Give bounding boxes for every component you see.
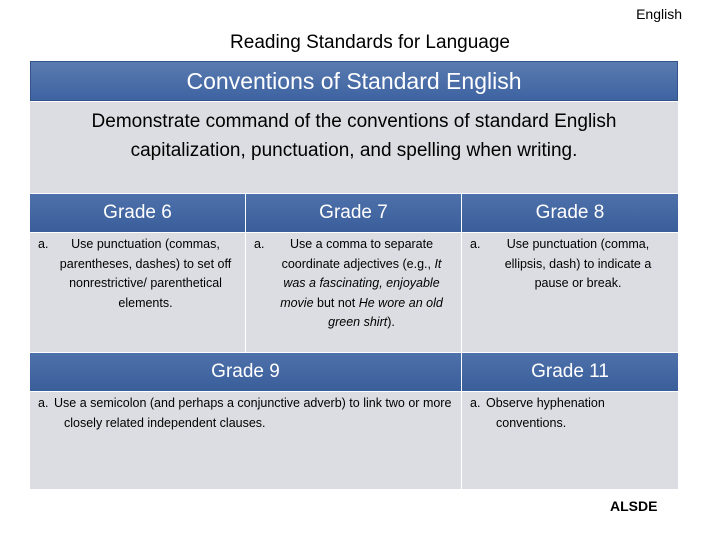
grade-11-text: Observe hyphenation conventions. — [486, 396, 605, 430]
grade-7-text-before: Use a comma to separate coordinate adjectives (e.g., — [281, 237, 435, 271]
grade-9-label: Grade 9 — [211, 361, 280, 382]
item-marker: a. — [254, 237, 265, 251]
grade-7-example-1: It was a fascinating, enjoyable movie — [280, 256, 442, 310]
grade-7-text — [270, 235, 453, 333]
grade-7-text-after: ). — [387, 315, 395, 329]
standard-statement — [30, 102, 678, 193]
grade-9-standard — [30, 392, 461, 489]
grade-7-example-2: He wore an old green shirt — [328, 295, 443, 329]
grade-8-header — [462, 194, 678, 232]
subject-label: English — [636, 6, 682, 22]
grade-8-text: Use punctuation (comma, ellipsis, dash) to indicate a pause or break. — [504, 237, 652, 290]
item-marker: a. — [38, 396, 49, 410]
standard-line-1: Demonstrate command of the conventions of standard English — [91, 111, 617, 132]
grade-6-label: Grade 6 — [103, 202, 172, 223]
item-marker: a. — [470, 396, 481, 410]
grade-9-text: Use a semicolon (and perhaps a conjunctive adverb) to link two or more closely related independent clauses. — [54, 396, 452, 430]
grade-11-standard — [462, 392, 678, 489]
grade-6-header — [30, 194, 245, 232]
grade-8-label: Grade 8 — [535, 202, 605, 223]
item-marker: a. — [470, 237, 481, 251]
grade-7-text-middle: but not — [313, 295, 359, 310]
item-marker: a. — [38, 237, 49, 251]
grade-7-standard — [246, 233, 461, 352]
grade-7-header — [246, 194, 461, 232]
grade-7-label: Grade 7 — [319, 202, 388, 223]
footer-label: ALSDE — [610, 498, 658, 514]
section-title-bar — [30, 61, 678, 101]
grade-11-label: Grade 11 — [531, 361, 609, 382]
grade-6-text: Use punctuation (commas, parentheses, dashes) to set off nonrestrictive/ parenthetical elements. — [59, 237, 232, 310]
grade-11-header — [462, 353, 678, 391]
section-title: Conventions of Standard English — [186, 67, 522, 94]
grade-9-header — [30, 353, 461, 391]
page-title: Reading Standards for Language — [230, 32, 510, 53]
grade-6-standard — [30, 233, 245, 352]
standard-line-2: capitalization, punctuation, and spelling when writing. — [130, 140, 578, 161]
grade-8-standard — [462, 233, 678, 352]
